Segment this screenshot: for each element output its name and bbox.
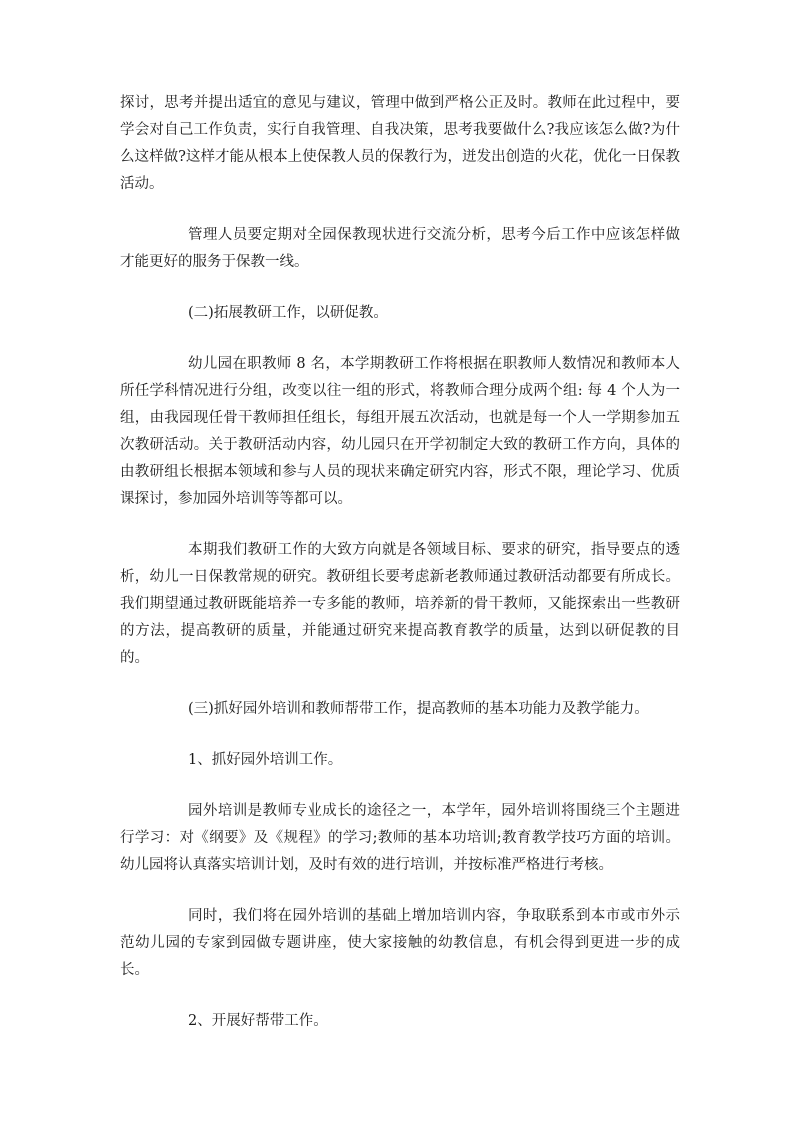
subsection-heading-2: 2、开展好帮带工作。 — [188, 1013, 328, 1029]
paragraph-5: 园外培训是教师专业成长的途径之一，本学年，园外培训将围绕三个主题进行学习：对《纲要》及《规程》的学习;教师的基本功培训;教育教学技巧方面的培训。幼儿园将认真落实培训计划，及时有效的进行培训，并按标准严格进行考核。 — [120, 803, 680, 873]
paragraph-1: 探讨，思考并提出适宜的意见与建议，管理中做到严格公正及时。教师在此过程中，要学会对自己工作负责，实行自我管理、自我决策，思考我要做什么?我应该怎么做?为什么这样做?这样才能从根本上使保教人员的保教行为，迸发出创造的火花，优化一日保教活动。 — [120, 95, 680, 192]
section-heading-2: (二)拓展教研工作，以研促教。 — [188, 305, 388, 321]
paragraph-4: 本期我们教研工作的大致方向就是各领域目标、要求的研究，指导要点的透析，幼儿一日保教常规的研究。教研组长要考虑新老教师通过教研活动都要有所成长。我们期望通过教研既能培养一专多能的教师，培养新的骨干教师，又能探索出一些教研的方法，提高教研的质量，并能通过研究来提高教育教学的质量，达到以研促教的目的。 — [120, 542, 680, 666]
paragraph-2: 管理人员要定期对全园保教现状进行交流分析，思考今后工作中应该怎样做才能更好的服务于保教一线。 — [120, 227, 680, 270]
paragraph-3: 幼儿园在职教师 8 名，本学期教研工作将根据在职教师人数情况和教师本人所任学科情况进行分组，改变以往一组的形式，将教师合理分成两个组: 每 4 个人为一组，由我园现任骨干教师担任组长，每组开展五次活动，也就是每一个人一学期参加五次教研活动。关于教研活动内容，幼儿园只在开学初制定大致的教研工作方向，具体的由教研组长根据本领域和参与人员的现状来确定研究内容，形式不限，理论学习、优质课探讨，参加园外培训等等都可以。 — [120, 356, 680, 507]
paragraph-6: 同时，我们将在园外培训的基础上增加培训内容，争取联系到本市或市外示范幼儿园的专家到园做专题讲座，使大家接触的幼教信息，有机会得到更进一步的成长。 — [120, 908, 680, 978]
section-heading-3: (三)抓好园外培训和教师帮带工作，提高教师的基本功能力及教学能力。 — [188, 701, 649, 717]
document-page — [120, 90, 680, 1059]
subsection-heading-1: 1、抓好园外培训工作。 — [188, 752, 343, 768]
